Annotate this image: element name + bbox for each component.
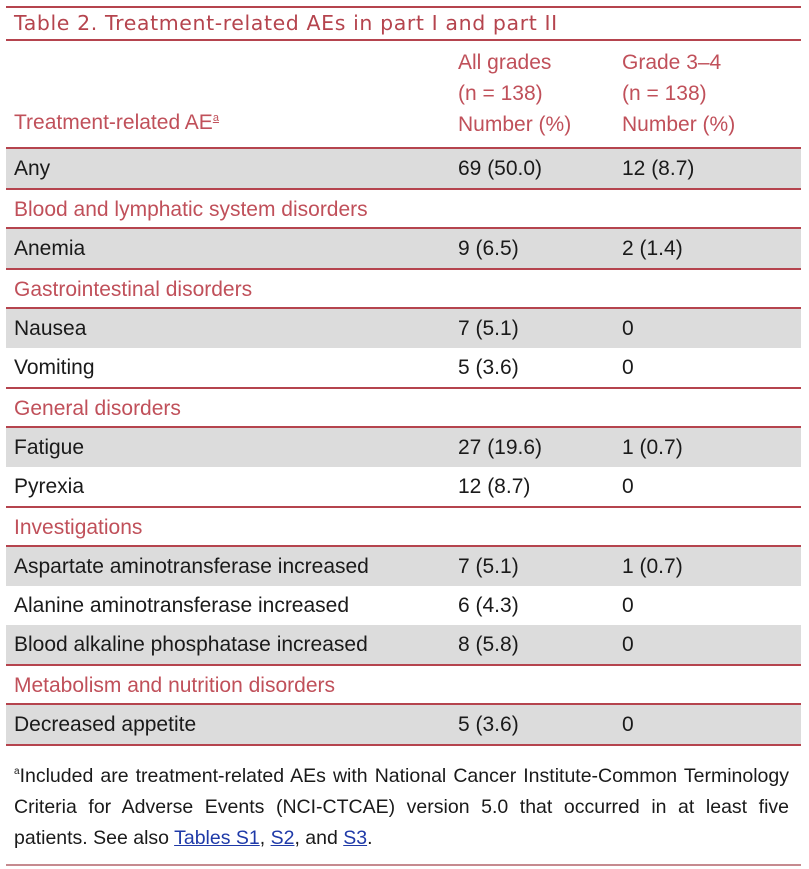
table-row: Pyrexia 12 (8.7) 0 — [14, 475, 634, 498]
table-row: Alanine aminotransferase increased 6 (4.3) 0 — [14, 594, 634, 617]
row-grade-3-4: 12 (8.7) — [622, 157, 695, 180]
table-row: Blood alkaline phosphatase increased 8 (5.8) 0 — [6, 625, 801, 664]
section-title: Gastrointestinal disorders — [14, 278, 253, 301]
footnote-marker-link[interactable]: a — [212, 112, 219, 124]
link-table-s3[interactable]: S3 — [343, 827, 368, 849]
table-row: Anemia 9 (6.5) 2 (1.4) — [6, 229, 801, 268]
header-grade-3-4: Grade 3–4 (n = 138) Number (%) — [622, 51, 736, 136]
table-header — [6, 41, 801, 147]
link-table-s1[interactable]: Tables S1 — [174, 827, 260, 849]
section-title: Blood and lymphatic system disorders — [14, 198, 368, 221]
table-row: Aspartate aminotransferase increased 7 (5.1) 1 (0.7) — [6, 547, 801, 586]
section-title: Metabolism and nutrition disorders — [14, 674, 335, 697]
row-label: Any — [14, 157, 51, 180]
table-row: Vomiting 5 (3.6) 0 — [14, 356, 634, 379]
header-ae-column: Treatment-related $AE^a$ — [14, 111, 219, 134]
table-row-any — [6, 149, 801, 188]
section-title: General disorders — [14, 397, 181, 420]
footnote-bottom-rule — [6, 864, 801, 866]
row-all-grades: 69 (50.0) — [458, 157, 543, 180]
header-all-grades: All grades (n = 138) Number (%) — [458, 51, 572, 136]
table-title: Table 2. Treatment-related AEs in part I and part II — [14, 11, 558, 35]
table-footnote: $^a$Included are treatment-related AEs with National Cancer Institute-Common Terminology Criteria for Adverse Events (NCI-CTCAE) version 5.0 that occurred in at least five patients. See also Tables S1, S2, and S3. — [14, 765, 789, 849]
table-row: Nausea 7 (5.1) 0 — [6, 309, 801, 348]
table-row: Decreased appetite 5 (3.6) 0 — [6, 705, 801, 744]
table-row: Fatigue 27 (19.6) 1 (0.7) — [6, 428, 801, 467]
adverse-events-table — [6, 6, 801, 854]
link-table-s2[interactable]: S2 — [270, 827, 295, 849]
section-title: Investigations — [14, 516, 143, 539]
